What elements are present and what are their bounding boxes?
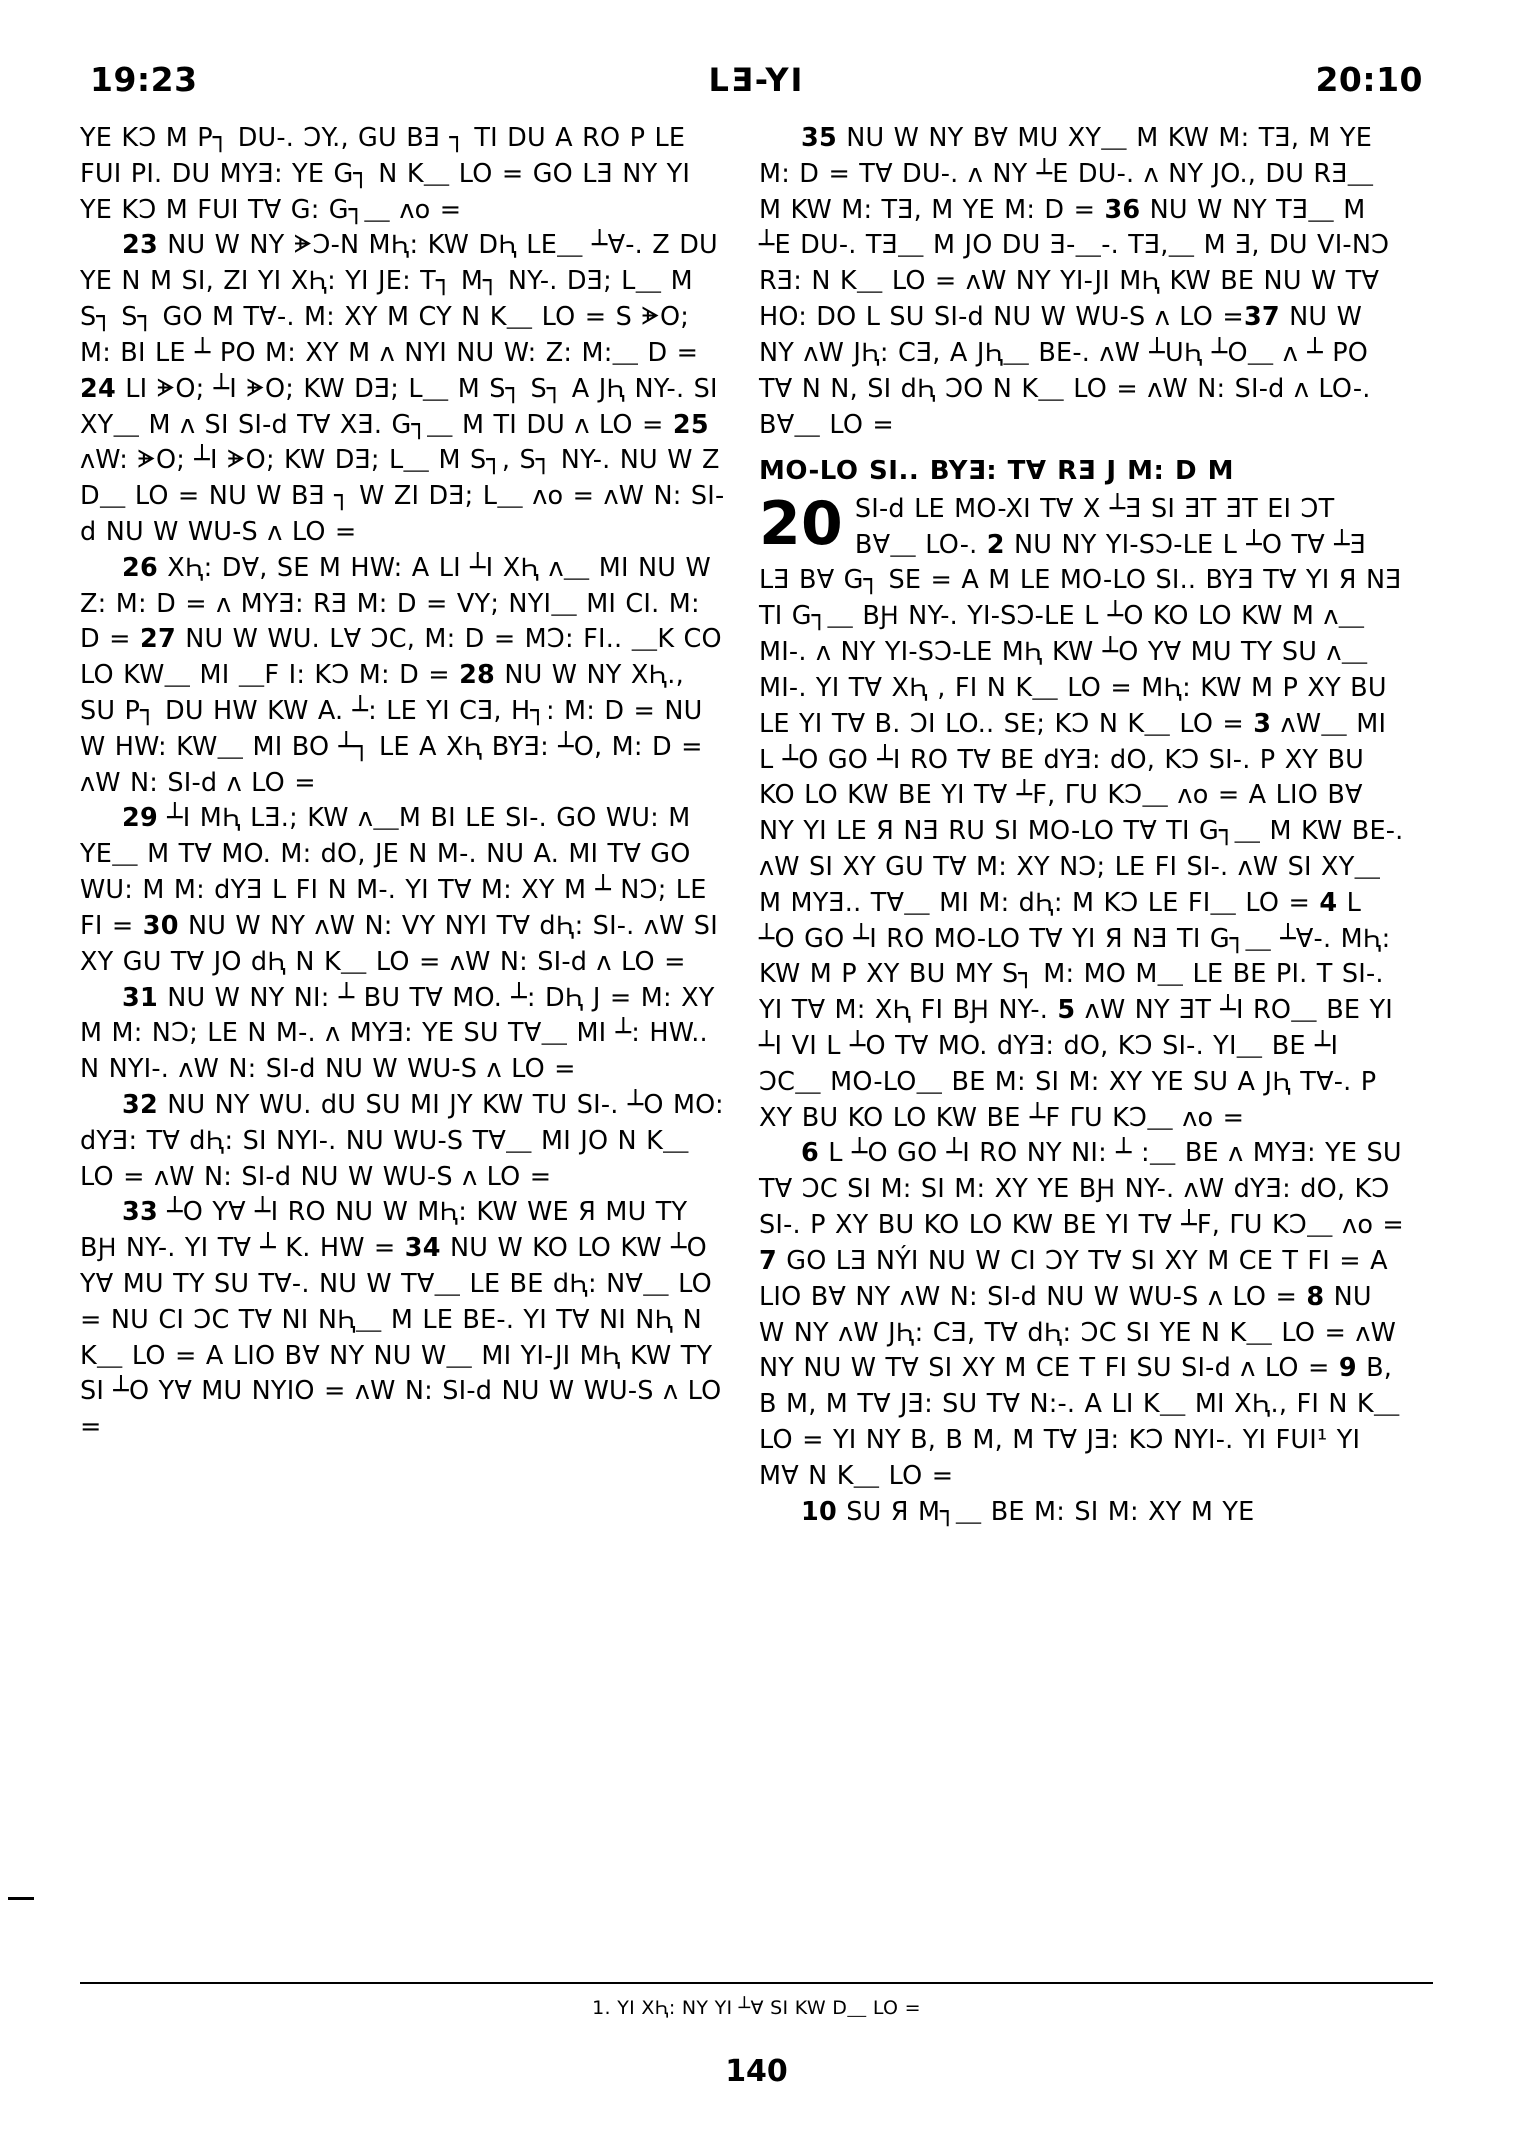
verse-text: XԦ: DⱯ, SE M HW: A LI ┴I XԦ ʌ⸏ MI NU W Z: M: D = ʌ MYƎ: RƎ M: D = VY; NYI⸏ MI CI. M: D = xyxy=(80,552,711,655)
verse-text: B, B M, M TⱯ JƎ: SU TⱯ N:-. A LI K⸏ MI XԦ., FI N K⸏ LO = YI NY B, B M, M TⱯ JƎ: KƆ NYI-. YI FUI¹ YI MⱯ N K⸏ LO = xyxy=(759,1353,1400,1491)
header-left-reference: 19:23 xyxy=(90,60,198,99)
verse-text: SI-d LE MO-XI TⱯ X ┴Ǝ SI ƎT ƎT EI ƆT BⱯ⸏ LO-. xyxy=(854,493,1335,560)
verse-number: 4 xyxy=(1319,887,1338,918)
verse-number: 10 xyxy=(801,1496,837,1527)
verse-text: NU W NY ʌW JԦ: CƎ, A JԦ⸏ BE-. ʌW ┴UԦ ┴O⸏ ʌ ┴ PO TⱯ N N, SI dԦ ƆO N K⸏ LO = ʌW N: SI-d ʌ LO-. BⱯ⸏ LO = xyxy=(759,302,1371,440)
right-column xyxy=(759,121,1404,1530)
verse-paragraph xyxy=(80,1195,725,1446)
verse-text: ┴O YⱯ ┴I RO NU W MԦ: KW WE Я MU TY BԨ NY-. YI TⱯ ┴ K. HW = xyxy=(80,1197,688,1264)
verse-number: 31 xyxy=(122,982,158,1013)
margin-tick-mark xyxy=(8,1897,34,1900)
verse-number: 34 xyxy=(404,1233,441,1264)
verse-number: 33 xyxy=(122,1197,158,1228)
verse-number: 27 xyxy=(140,624,176,655)
verse-text: ʌW NY ƎT ┴I RO⸏ BE YI ┴I VI L ┴O TⱯ MO. dYƎ: dO, KƆ SI-. YI⸏ BE ┴I ƆC⸏ MO-LO⸏ BE M: SI M: XY YE SU A JԦ TⱯ-. P XY BU KO LO KW BE ┴F ΓU KƆ⸏ ʌo = xyxy=(759,995,1393,1133)
verse-text: NU NY YI-SƆ-LE L ┴O TⱯ ┴Ǝ LƎ BⱯ G┐ SE = A M LE MO-LO SI.. BYƎ TⱯ YI Я NƎ TI G┐⸏ BԨ NY-. YI-SƆ-LE L ┴O KO LO KW M ʌ⸏ MI-. ʌ NY YI-SƆ-LE MԦ KW ┴O YⱯ MU TY SU ʌ⸏ MI-. YI TⱯ XԦ , FI N K⸏ LO = MԦ: KW M P XY BU LE YI TⱯ Β. ƆI LO.. SE; KƆ N K⸏ LO = xyxy=(759,529,1402,739)
verse-text: NU W NY TƎ⸏ M ┴E DU-. TƎ⸏ M JO DU Ǝ-⸏-. TƎ,⸏ M Ǝ, DU VI-NƆ RƎ: N K⸏ LO = ʌW NY YI-JI MԦ KW BE NU W TⱯ HO: DO L SU SI-d NU W WU-S ʌ LO = xyxy=(759,194,1390,333)
verse-number: 35 xyxy=(801,123,837,153)
left-column xyxy=(80,121,725,1446)
verse-paragraph xyxy=(80,1088,725,1195)
verse-paragraph xyxy=(759,1136,1404,1494)
verse-paragraph xyxy=(80,551,725,802)
verse-text: NU W NY NI: ┴ BU TⱯ MO. ┴: DԦ J = M: XY M M: NƆ; LE N M-. ʌ MYƎ: YE SU TⱯ⸏ MI ┴: HW.. N NYI-. ʌW N: SI-d NU W WU-S ʌ LO = xyxy=(80,982,715,1085)
chapter-opening xyxy=(759,488,1404,1137)
verse-number: 2 xyxy=(986,529,1005,560)
verse-text: L ┴O GO ┴I RO MO-LO TⱯ YI Я NƎ TI G┐⸏ ┴Ɐ-. MԦ: KW M P XY BU MY S┐ M: MO M⸏ LE BE PI. T SI-. YI TⱯ M: XԦ FI BԨ NY-. xyxy=(759,887,1391,1026)
footnote-divider xyxy=(80,1982,1433,1984)
verse-text: NU W NY ʌW N: VY NYI TⱯ dԦ: SI-. ʌW SI XY GU TⱯ JO dԦ N K⸏ LO = ʌW N: SI-d ʌ LO = xyxy=(80,910,718,977)
verse-paragraph xyxy=(80,801,725,980)
verse-number: 3 xyxy=(1253,708,1272,739)
verse-text: GO LƎ NÝI NU W CI ƆY TⱯ SI XY M CE T FI = A LIO BⱯ NY ʌW N: SI-d NU W WU-S ʌ LO = xyxy=(759,1245,1388,1312)
verse-text: LI ᗘO; ┴I ᗘO; KW DƎ; L⸏ M S┐ S┐ A JԦ NY-. SI XY⸏ M ʌ SI SI-d TⱯ XƎ. G┐⸏ M TI DU ʌ LO = xyxy=(80,373,718,440)
verse-number: 6 xyxy=(801,1138,819,1169)
verse-number: 9 xyxy=(1338,1353,1357,1384)
verse-text: NU W KO LO KW ┴O YⱯ MU TY SU TⱯ-. NU W TⱯ⸏ LE BE dԦ: NⱯ⸏ LO = NU CI ƆC TⱯ NI NԦ⸏ M LE BE-. YI TⱯ NI NԦ N K⸏ LO = A LIO BⱯ NY NU W⸏ MI YI-JI MԦ KW TY SI ┴O YⱯ MU NYIO = ʌW N: SI-d NU W WU-S ʌ LO = xyxy=(80,1233,722,1443)
verse-text: NU W NY BⱯ MU XY⸏ M KW M: TƎ, M YE M: D = TⱯ DU-. ʌ NY ┴E DU-. ʌ NY JO., DU RƎ⸏ M KW M: TƎ, M YE M: D = xyxy=(759,123,1374,225)
verse-number: 32 xyxy=(122,1089,158,1120)
paragraph-continuation xyxy=(80,121,725,228)
verse-paragraph xyxy=(759,1495,1404,1531)
header-book-title: LƎ-YI xyxy=(708,61,805,99)
verse-number: 28 xyxy=(459,660,495,691)
page-number: 140 xyxy=(725,2054,788,2089)
verse-paragraph xyxy=(80,228,725,550)
verse-number: 26 xyxy=(122,552,158,583)
verse-number: 23 xyxy=(122,230,158,261)
verse-paragraph xyxy=(80,981,725,1088)
verse-text: NU W NY XԦ., SU P┐ DU HW KW A. ┴: LE YI CƎ, H┐: M: D = NU W HW: KW⸏ MI BO ┴┐ LE A XԦ BYƎ: ┴O, M: D = ʌW N: SI-d ʌ LO = xyxy=(80,660,703,798)
verse-number: 36 xyxy=(1104,194,1141,225)
verse-number: 8 xyxy=(1306,1281,1325,1312)
verse-number: 29 xyxy=(122,803,158,834)
verse-number: 5 xyxy=(1057,995,1076,1026)
footnote-text: 1. YI XԦ: NY YI ┴Ɐ SI KW D⸏ LO = xyxy=(592,1997,921,2019)
verse-text: NU W WU. LⱯ ƆC, M: D = MƆ: FI.. ⸏K CO LO KW⸏ MI ⸏F I: KƆ M: D = xyxy=(80,624,722,691)
verse-text: ʌW⸏ MI L ┴O GO ┴I RO TⱯ BE dYƎ: dO, KƆ SI-. P XY BU KO LO KW BE YI TⱯ ┴F, ΓU KƆ⸏ ʌo = A LIO BⱯ NY YI LE Я NƎ RU SI MO-LO TⱯ TI G┐⸏ M KW BE-. ʌW SI XY GU TⱯ M: XY NƆ; LE FI SI-. ʌW SI XY⸏ M MYƎ.. TⱯ⸏ MI M: dԦ: M KƆ LE FI⸏ LO = xyxy=(759,708,1404,918)
chapter-number: 20 xyxy=(759,488,843,559)
verse-text: ʌW: ᗘO; ┴I ᗘO; KW DƎ; L⸏ M S┐, S┐ NY-. NU W Z D⸏ LO = NU W BƎ ┐ W ZI DƎ; L⸏ ʌo = ʌW N: SI-d NU W WU-S ʌ LO = xyxy=(80,445,725,547)
page-header xyxy=(80,60,1433,99)
verse-number: 25 xyxy=(672,409,709,440)
header-right-reference: 20:10 xyxy=(1315,60,1423,99)
verse-number: 37 xyxy=(1243,302,1280,333)
verse-text: SU Я M┐⸏ BE M: SI M: XY M YE xyxy=(846,1496,1255,1527)
verse-paragraph xyxy=(759,488,1404,1137)
verse-text: NU W NY ᗘƆ-N MԦ: KW DԦ LE⸏ ┴Ɐ-. Z DU YE N M SI, ZI YI XԦ: YI JE: T┐ M┐ NY-. DƎ; L⸏ M S┐ S┐ GO M TⱯ-. M: XY M CY N K⸏ LO = S ᗘO; M: BI LE ┴ PO M: XY M ʌ NYI NU W: Z: M:⸏ D = xyxy=(80,230,718,368)
verse-text: NU NY WU. dU SU MI JY KW TU SI-. ┴O MO: dYƎ: TⱯ dԦ: SI NYI-. NU WU-S TⱯ⸏ MI JO N K⸏ LO = ʌW N: SI-d NU W WU-S ʌ LO = xyxy=(80,1089,724,1192)
verse-text: ┴I MԦ LƎ.; KW ʌ⸏M BI LE SI-. GO WU: M YE⸏ M TⱯ MO. M: dO, JE N M-. NU A. MI TⱯ GO WU: M M: dYƎ L FI N M-. YI TⱯ M: XY M ┴ NƆ; LE FI = xyxy=(80,803,707,941)
verse-paragraph xyxy=(759,121,1404,443)
verse-text: NU W NY ʌW JԦ: CƎ, TⱯ dԦ: ƆC SI YE N K⸏ LO = ʌW NY NU W TⱯ SI XY M CE T FI SU SI-d ʌ LO = xyxy=(759,1281,1397,1384)
verse-number: 30 xyxy=(142,910,179,941)
page-footer xyxy=(80,1970,1433,2089)
verse-number: 7 xyxy=(759,1245,777,1276)
two-column-body xyxy=(80,121,1433,1530)
verse-number: 24 xyxy=(80,373,116,404)
verse-text: YE KƆ M P┐ DU-. ƆY., GU BƎ ┐ TI DU A RO P LE FUI PI. DU MYƎ: YE G┐ N K⸏ LO = GO LƎ NY YI YE KƆ M FUI TⱯ G: G┐⸏ ʌo = xyxy=(80,123,691,225)
section-heading: MO-LO SI.. BYƎ: TⱯ RƎ J M: D M xyxy=(759,456,1234,487)
verse-text: L ┴O GO ┴I RO NY NI: ┴ :⸏ BE ʌ MYƎ: YE SU TⱯ ƆC SI M: SI M: XY YE BԨ NY-. ʌW dYƎ: dO, KƆ SI-. P XY BU KO LO KW BE YI TⱯ ┴F, ΓU KƆ⸏ ʌo = xyxy=(759,1138,1404,1241)
